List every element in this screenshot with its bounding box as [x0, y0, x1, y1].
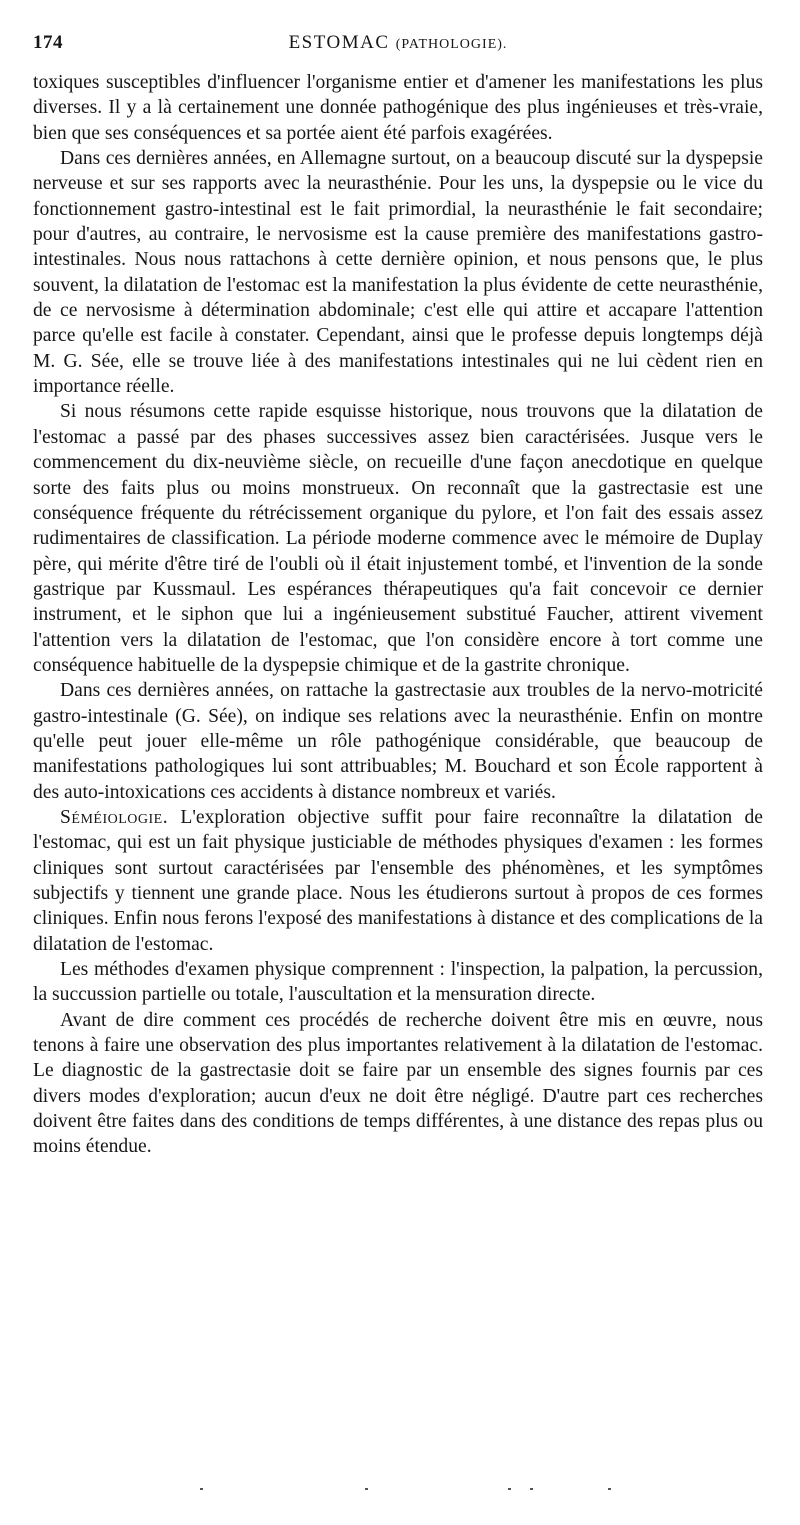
scan-speck [508, 1488, 511, 1490]
scan-speck [608, 1488, 611, 1490]
book-page [33, 30, 763, 1160]
running-head-subtitle: (PATHOLOGIE). [395, 37, 508, 52]
paragraph-dyspepsie-nerveuse: Dans ces dernières années, en Allemagne surtout, on a beaucoup discuté sur la dyspepsie nerveuse et sur ses rapports avec la neurasthénie. Pour les uns, la dyspepsie ou le vice du fonctionnement gastro-intestinal est le fait primordial, la neurasthénie le fait secondaire; pour d'autres, au contraire, le nervosisme est la cause première des manifestations gastro-intestinales. Nous nous rattachons à cette dernière opinion, et nous pensons que, le plus souvent, la dilatation de l'estomac est la manifestation la plus évidente de cette neurasthénie, de ce nervosisme à détermination abdominale; c'est elle qui attire et accapare l'attention parce qu'elle est facile à constater. Cependant, ainsi que le professe depuis longtemps déjà M. G. Sée, elle se trouve liée à des manifestations intestinales qui ne lui cèdent rien en importance réelle. [33, 148, 763, 398]
paragraph-methodes-examen: Les méthodes d'examen physique comprennent : l'inspection, la palpation, la percussion, la succussion partielle ou totale, l'auscultation et la mensuration directe. [33, 959, 763, 1006]
paragraph-dernieres-annees: Dans ces dernières années, on rattache la gastrectasie aux troubles de la nervo-motricité gastro-intestinale (G. Sée), on indique ses relations avec la neurasthénie. Enfin on montre qu'elle peut jouer elle-même un rôle pathogénique considérable, que beaucoup de manifestations pathologiques lui sont attribuables; M. Bouchard et son École rapportent à des auto-intoxications ces accidents à distance nombreux et variés. [33, 680, 763, 803]
scan-speck [530, 1488, 533, 1490]
page-header [33, 30, 763, 56]
page-number: 174 [33, 32, 63, 53]
scan-speck [200, 1488, 203, 1490]
running-head-title: ESTOMAC [288, 32, 390, 53]
running-head [33, 30, 763, 57]
paragraph-semeiologie [33, 805, 763, 957]
paragraph-continuation: toxiques susceptibles d'influencer l'organisme entier et d'amener les manifestations les plus diverses. Il y a là certainement une donnée pathogénique des plus ingénieuses et très-vraie, bien que ses conséquences et sa portée aient été parfois exagérées. [33, 72, 763, 144]
paragraph-semeiologie-text: L'exploration objective suffit pour faire reconnaître la dilatation de l'estomac, qui est un fait physique justiciable de méthodes physiques d'examen : les formes cliniques sont surtout caractérisées par l'ensemble des phénomènes, et les symptômes subjectifs y tiennent une grande place. Nous les étudierons surtout à propos de ces formes cliniques. Enfin nous ferons l'exposé des manifestations à distance et des complications de la dilatation de l'estomac. [33, 806, 763, 955]
scan-speck [365, 1488, 368, 1490]
scan-specks [0, 1488, 800, 1498]
paragraph-esquisse-historique: Si nous résumons cette rapide esquisse historique, nous trouvons que la dilatation de l'estomac a passé par des phases successives assez bien caractérisées. Jusque vers le commencement du dix-neuvième siècle, on recueille d'une façon anecdotique en quelque sorte des faits plus ou moins monstrueux. On reconnaît que la gastrectasie est une conséquence fréquente du rétrécissement organique du pylore, et l'on fait des essais assez rudimentaires de classification. La période moderne commence avec le mémoire de Duplay père, qui mérite d'être tiré de l'oubli où il était injustement tombé, et l'invention de la sonde gastrique par Kussmaul. Les espérances thérapeutiques qu'a fait concevoir ce dernier instrument, et le siphon que lui a ingénieusement substitué Faucher, attirent vivement l'attention vers la dilatation de l'estomac, que l'on considère encore à tort comme une conséquence habituelle de la dyspepsie chimique et de la gastrite chronique. [33, 401, 763, 676]
section-heading-semeiologie: Séméiologie. [60, 806, 169, 828]
paragraph-avant-de-dire: Avant de dire comment ces procédés de recherche doivent être mis en œuvre, nous tenons à faire une observation des plus importantes relativement à la dilatation de l'estomac. Le diagnostic de la gastrectasie doit se faire par un ensemble des signes fournis par ces divers modes d'exploration; aucun d'eux ne doit être négligé. D'autre part ces recherches doivent être faites dans des conditions de temps différentes, à une distance des repas plus ou moins étendue. [33, 1009, 763, 1158]
